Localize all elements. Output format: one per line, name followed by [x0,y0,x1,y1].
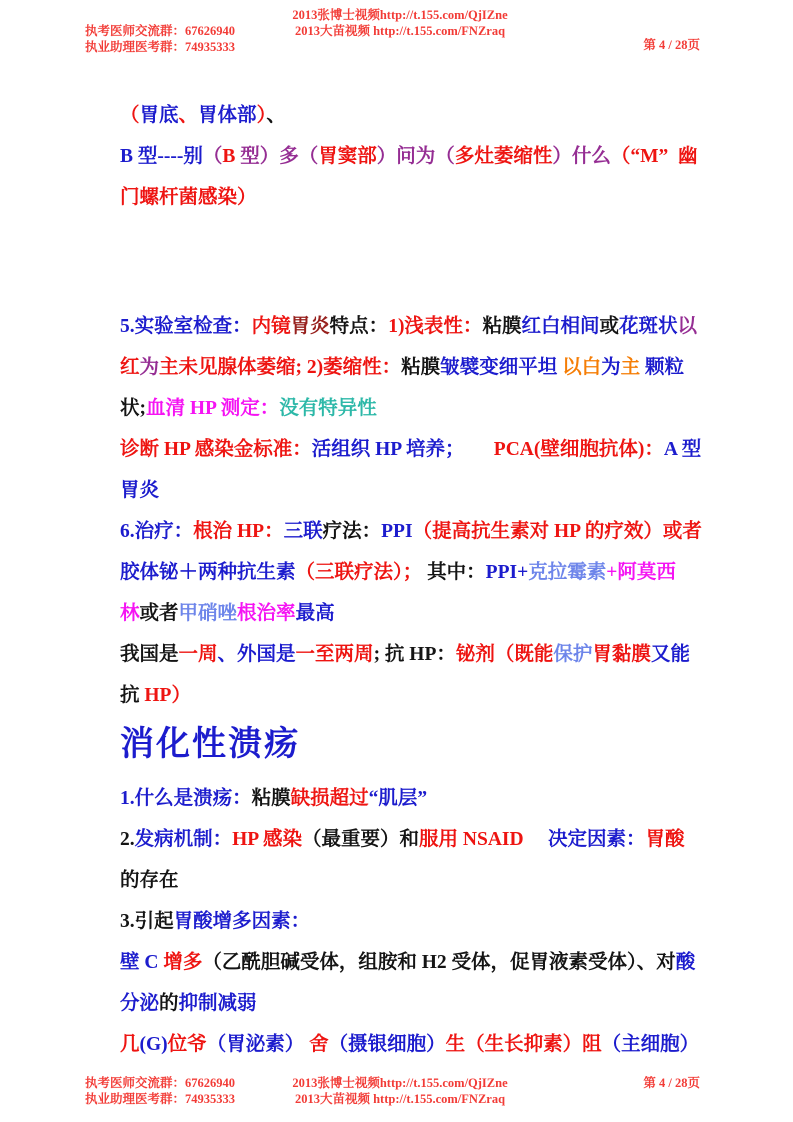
text-segment: 抑制减弱 [178,993,257,1014]
text-segment: 6.治疗： [120,521,194,542]
text-segment: 为 [601,357,621,378]
text-segment: 粘膜 [482,316,522,337]
section-heading [120,716,720,778]
text-segment: 位爷 [167,1034,207,1055]
text-segment: 、 [178,105,199,126]
text-segment: 或 [599,316,619,337]
text-segment: +阿莫西 [606,562,676,583]
text-segment: 血清 HP 测定： [146,398,280,419]
text-segment: HP 感染 [232,829,303,850]
text-segment: （最重要）和 [302,829,420,850]
text-line [120,593,720,634]
text-segment: 发病机制： [134,829,233,850]
text-segment [524,829,548,850]
text-segment: 壁 C [120,952,164,973]
text-segment: 其中： [422,562,486,583]
text-segment: （主细胞） [601,1034,700,1055]
text-segment: 胃窦部 [318,146,377,167]
text-segment: 根治 HP： [193,521,284,542]
text-segment: （“M” 幽 [610,146,698,167]
text-segment: (G) [139,1034,168,1055]
text-segment: 的存在 [120,870,179,891]
text-segment: 或者 [139,603,179,624]
text-segment: 1)浅表性： [388,316,483,337]
text-segment: （乙酰胆碱受体，组胺和 H2 受体，促胃液素受体）、对 [202,952,676,973]
footer-video-link-1: 2013张博士视频http://t.155.com/QjIZne [292,1076,508,1090]
text-segment: 阻 [582,1034,602,1055]
text-segment: （提高抗生素对 HP 的疗效）或者 [412,521,702,542]
text-line [120,819,720,860]
text-segment: 一周 [178,644,218,665]
text-segment: 1.什么是溃疡： [120,788,252,809]
text-segment: 服用 NSAID [419,829,524,850]
text-segment: 生 [445,1034,466,1055]
text-segment: 舍 [304,1034,329,1055]
text-segment: A 型 [663,439,702,460]
text-segment: 消化性溃疡 [120,726,300,763]
footer-video-link-2: 2013大苗视频 http://t.155.com/FNZraq [294,1092,506,1106]
text-segment: 主 [620,357,641,378]
text-segment: 的 [159,993,179,1014]
text-segment: 多灶萎缩性 [454,146,553,167]
paragraph-spacer [120,218,720,306]
text-segment: 活组织 HP 培养； [311,439,465,460]
text-segment: 皱襞变细平坦 [440,357,558,378]
text-segment: B [222,146,236,167]
header-left-block [85,23,235,55]
footer-exam-group-line: 执考医师交流群：67626940 [85,1076,236,1090]
text-segment: 主未见腺体萎缩 [159,357,296,378]
text-segment: （胃泌素） [206,1034,305,1055]
text-segment: HP） [144,685,191,706]
text-segment: 缺损超过 [290,788,369,809]
text-segment: 三联 [283,521,323,542]
text-segment: 几 [120,1034,140,1055]
text-segment: 胶体铋＋两种抗生素 [120,562,296,583]
text-line [120,983,720,1024]
text-segment: 红白相间 [521,316,600,337]
text-segment: PCA(壁细胞抗体)： [493,439,664,460]
text-segment: PPI+ [485,562,529,583]
text-line [120,552,720,593]
text-segment: 铋剂（既能 [455,644,554,665]
text-segment: 胃酸 [645,829,685,850]
text-segment: 颗粒 [640,357,685,378]
text-segment: 疗法： [322,521,382,542]
text-line [120,306,720,347]
text-segment: 一至两周 [295,644,374,665]
text-segment: 甲硝唑 [178,603,238,624]
text-segment: （三联疗法）； [295,562,423,583]
text-line [120,901,720,942]
text-line [120,136,720,177]
text-segment: PPI [381,521,413,542]
text-segment: 门螺杆菌感染） [120,187,257,208]
text-segment: 胃酸增多因素： [173,911,311,932]
header-exam-group-line: 执考医师交流群：67626940 [85,24,236,38]
text-segment: ; 抗 HP： [373,644,456,665]
text-segment: “肌层” [368,788,428,809]
text-line [120,347,720,388]
header-video-link-1: 2013张博士视频http://t.155.com/QjIZne [292,8,508,22]
text-segment: 我国是 [120,644,179,665]
header-center-block [240,7,560,39]
text-segment: B 型----别 [120,146,203,167]
text-segment: 抗 [120,685,145,706]
text-segment: ; 2)萎缩性： [295,357,402,378]
text-line [120,860,720,901]
text-segment: （生长抑素） [465,1034,583,1055]
text-segment: 根治率 [237,603,296,624]
text-segment: 特点： [329,316,389,337]
text-line [120,511,720,552]
text-segment: 林 [120,603,140,624]
text-segment: 分泌 [120,993,160,1014]
text-segment: 粘膜 [251,788,291,809]
text-line [120,942,720,983]
text-segment: 胃体部 [198,105,257,126]
text-line [120,470,720,511]
text-segment: （ [120,105,140,126]
text-segment: 增多 [163,952,203,973]
text-segment: 内镜 [251,316,291,337]
text-line [120,634,720,675]
text-segment: 以 [677,316,698,337]
header-video-link-2: 2013大苗视频 http://t.155.com/FNZraq [294,24,506,38]
text-segment: 决定因素： [547,829,646,850]
text-line [120,675,720,716]
text-segment: 状; [120,398,146,419]
text-segment: 、 [266,105,286,126]
text-segment: ）什么 [552,146,611,167]
document-body [120,95,720,1065]
text-segment: 2. [120,829,135,850]
text-segment: 又能 [650,644,690,665]
text-segment: 5.实验室检查： [120,316,252,337]
text-segment [465,439,494,460]
text-segment: 胃炎 [120,480,160,501]
text-segment: 诊断 HP 感染金标准： [120,439,312,460]
footer-center-block [240,1075,560,1107]
text-segment: 、外国是 [217,644,296,665]
text-segment: （摄银细胞） [328,1034,446,1055]
footer-assistant-group-line: 执业助理医考群：74935333 [85,1092,236,1106]
text-line [120,778,720,819]
text-segment: 3.引起 [120,911,174,932]
text-segment: ） [256,105,267,126]
text-segment: 没有特异性 [279,398,377,419]
footer-left-block [85,1075,235,1107]
text-line [120,95,720,136]
text-segment: 胃底 [139,105,179,126]
text-segment: ）问为（ [376,146,455,167]
text-line [120,429,720,470]
header-assistant-group-line: 执业助理医考群：74935333 [85,40,236,54]
text-segment: 胃炎 [290,316,330,337]
text-line [120,1024,720,1065]
text-line [120,388,720,429]
text-segment: （ [202,146,223,167]
text-segment: 以白 [557,357,602,378]
text-segment: 克拉霉素 [528,562,607,583]
text-segment: 为 [139,357,160,378]
text-segment: 酸 [675,952,696,973]
text-segment: 胃黏膜 [592,644,651,665]
text-segment: 最高 [295,603,335,624]
text-segment: 红 [120,357,140,378]
header-page-indicator: 第 4 / 28页 [643,38,700,52]
footer-page-indicator: 第 4 / 28页 [643,1076,700,1090]
text-segment: 花斑状 [618,316,678,337]
text-line [120,177,720,218]
text-segment: 保护 [553,644,593,665]
text-segment: 型）多（ [235,146,319,167]
text-segment: 粘膜 [401,357,441,378]
